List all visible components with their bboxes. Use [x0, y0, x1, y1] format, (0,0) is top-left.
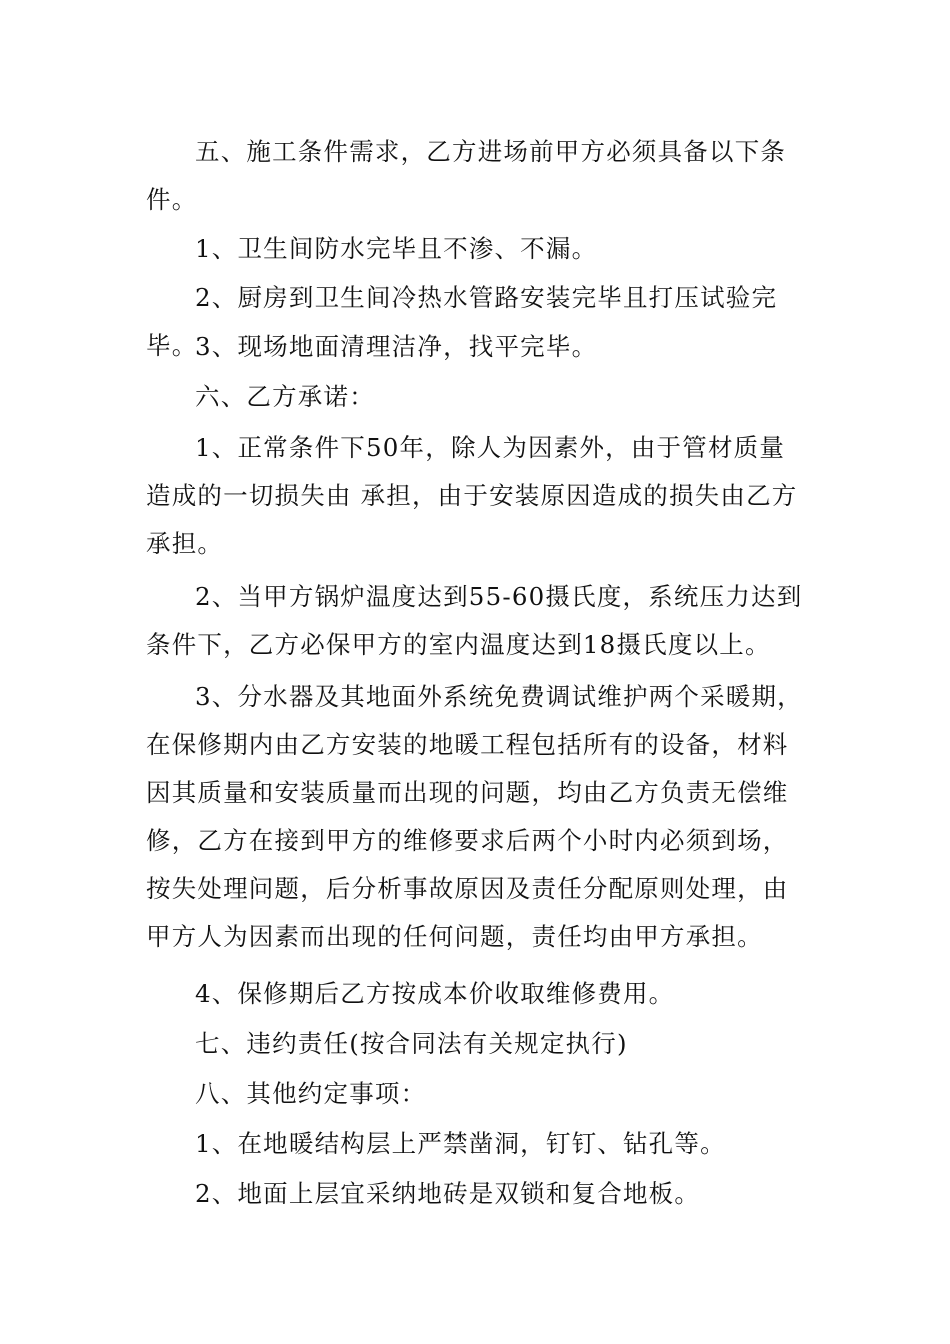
section-6-item-4: 4、保修期后乙方按成本价收取维修费用。 — [195, 979, 675, 1008]
section-6-item-1: 1、正常条件下50年，除人为因素外，由于管材质量造成的一切损失由 承担，由于安装原因造成的损失由乙方承担。 — [146, 433, 798, 558]
section-7-heading: 七、违约责任(按合同法有关规定执行) — [195, 1029, 628, 1058]
section-6-heading: 六、乙方承诺： — [195, 382, 375, 411]
section-8-item-2: 2、地面上层宜采纳地砖是双锁和复合地板。 — [195, 1179, 701, 1208]
section-5-heading: 五、施工条件需求，乙方进场前甲方必须具备以下条件。 — [146, 137, 787, 214]
section-6-item-3: 3、分水器及其地面外系统免费调试维护两个采暖期，在保修期内由乙方安装的地暖工程包括所有的设备，材料因其质量和安装质量而出现的问题，均由乙方负责无偿维修，乙方在接到甲方的维修要求后两个小时内必须到场，按失处理问题，后分析事故原因及责任分配原则处理，由甲方人为因素而出现的任何问题，责任均由甲方承担。 — [146, 682, 803, 951]
section-5-item-3: 3、现场地面清理洁净，找平完毕。 — [195, 332, 598, 361]
section-8-heading: 八、其他约定事项： — [195, 1079, 427, 1108]
section-5-item-1: 1、卫生间防水完毕且不渗、不漏。 — [195, 234, 598, 263]
section-5-item-2: 2、厨房到卫生间冷热水管路安装完毕且打压试验完毕。 — [146, 283, 778, 360]
section-8-item-1: 1、在地暖结构层上严禁凿洞，钉钉、钻孔等。 — [195, 1129, 726, 1158]
section-6-item-2: 2、当甲方锅炉温度达到55-60摄氏度，系统压力达到条件下，乙方必保甲方的室内温度达到18摄氏度以上。 — [146, 582, 803, 659]
